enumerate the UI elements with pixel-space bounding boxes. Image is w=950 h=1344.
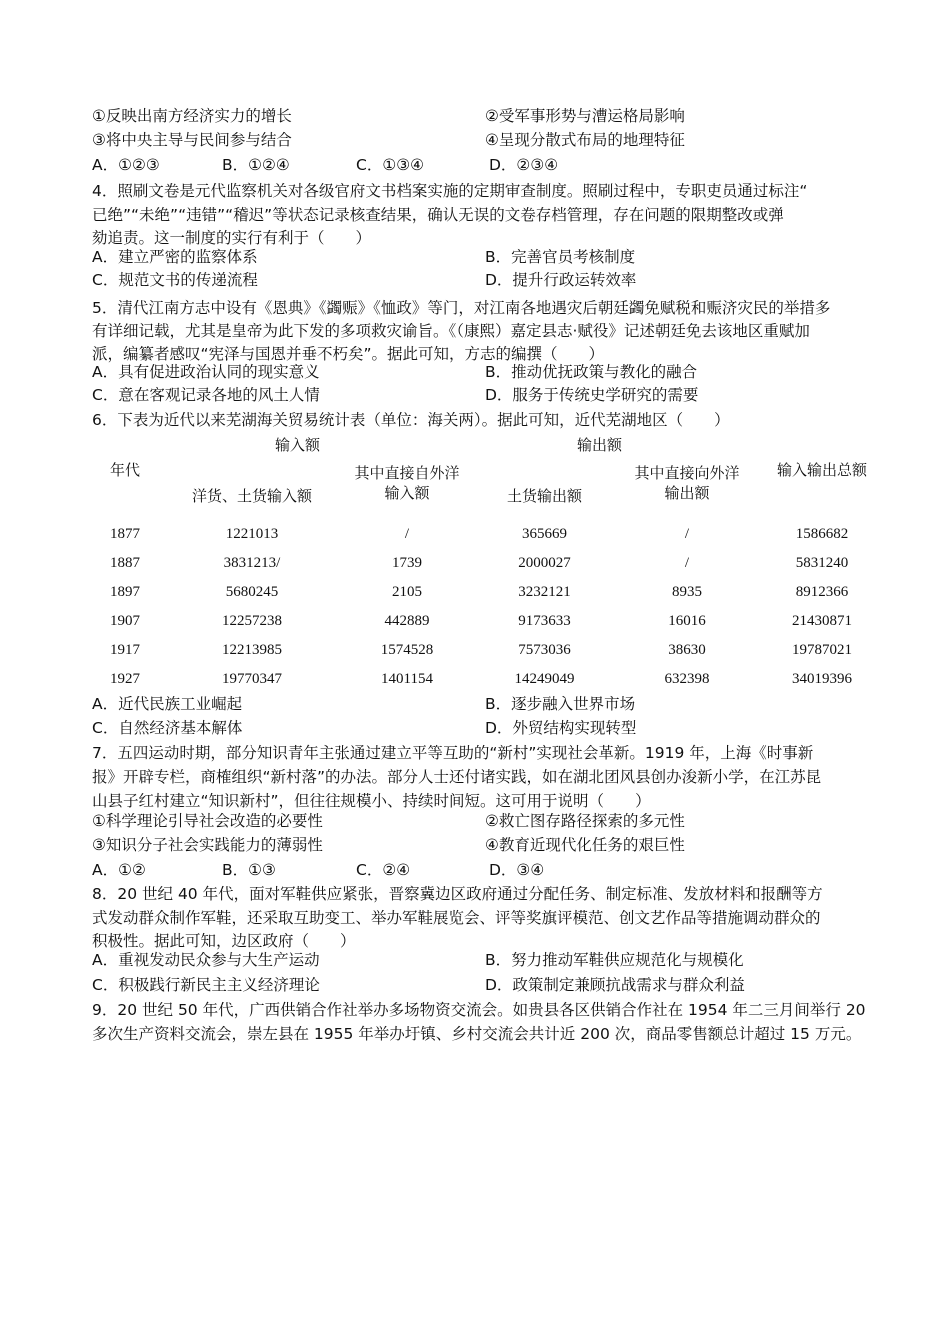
cell-total: 19787021 (792, 642, 852, 658)
q9-stem-line-1: 9．20 世纪 50 年代，广西供销合作社举办多场物资交流会。如贵县各区供销合作社在 1954 年二三月间举行 20 (92, 1001, 866, 1019)
table-row (92, 636, 882, 665)
cell-year: 1907 (110, 613, 140, 629)
q5-option-b: B．推动优抚政策与教化的融合 (485, 363, 698, 381)
q5-option-d: D．服务于传统史学研究的需要 (485, 386, 699, 404)
header-year: 年代 (110, 461, 141, 479)
q4-option-d: D．提升行政运转效率 (485, 271, 637, 289)
table-row (92, 520, 882, 549)
header-import-direct: 其中直接自外洋输入额 (354, 464, 460, 502)
header-export-group: 输出额 (577, 435, 623, 454)
q3-statement-1: ①反映出南方经济实力的增长 (92, 107, 292, 125)
q7-stem-line-3: 山县子红村建立“知识新村”，但往往规模小、持续时间短。这可用于说明（ ） (92, 792, 651, 810)
q5-option-c: C．意在客观记录各地的风土人情 (92, 386, 320, 404)
cell-total: 21430871 (792, 613, 852, 629)
cell-export-direct: 38630 (668, 642, 706, 658)
q5-option-a: A．具有促进政治认同的现实意义 (92, 363, 320, 381)
q7-statement-4: ④教育近现代化任务的艰巨性 (485, 836, 685, 854)
q6-option-d: D．外贸结构实现转型 (485, 719, 637, 737)
q7-choice-b: B．①③ (222, 861, 276, 879)
header-export-direct: 其中直接向外洋输出额 (634, 464, 740, 502)
q8-stem-line-2: 式发动群众制作军鞋，还采取互助变工、举办军鞋展览会、评等奖旗评模范、创文艺作品等措施调动群众的 (92, 909, 821, 927)
q7-stem-line-2: 报》开辟专栏，商榷组织“新村落”的办法。部分人士还付诸实践，如在湖北团风县创办浚新小学，在江苏昆 (92, 768, 822, 786)
cell-export-direct: / (684, 555, 690, 571)
cell-export: 365669 (522, 526, 567, 542)
cell-export-direct: 16016 (668, 613, 706, 629)
header-total: 输入输出总额 (776, 461, 867, 479)
table-row (92, 607, 882, 636)
q3-choice-a: A．①②③ (92, 156, 160, 174)
q5-stem-line-1: 5．清代江南方志中设有《恩典》《蠲赈》《恤政》等门，对江南各地遇灾后朝廷蠲免赋税和赈济灾民的举措多 (92, 299, 831, 317)
header-export: 土货输出额 (506, 487, 582, 505)
q7-stem-line-1: 7．五四运动时期，部分知识青年主张通过建立平等互助的“新村”实现社会革新。1919 年，上海《时事新 (92, 744, 814, 762)
q8-option-c: C．积极践行新民主主义经济理论 (92, 976, 320, 994)
header-import-group: 输入额 (275, 435, 321, 454)
cell-year: 1887 (110, 555, 140, 571)
q4-option-c: C．规范文书的传递流程 (92, 271, 258, 289)
cell-import: 12257238 (222, 613, 282, 629)
q3-statement-2: ②受军事形势与漕运格局影响 (485, 107, 685, 125)
cell-year: 1917 (110, 642, 140, 658)
trade-statistics-table (92, 432, 882, 694)
q8-option-b: B．努力推动军鞋供应规范化与规模化 (485, 951, 744, 969)
cell-export-direct: 8935 (672, 584, 702, 600)
cell-export-direct: / (684, 526, 690, 542)
table-row (92, 578, 882, 607)
q8-stem-line-3: 积极性。据此可知，边区政府（ ） (92, 932, 356, 950)
q6-option-c: C．自然经济基本解体 (92, 719, 243, 737)
cell-total: 8912366 (795, 584, 849, 600)
q5-stem-line-2: 有详细记载，尤其是皇帝为此下发的多项救灾谕旨。《（康熙）嘉定县志·赋役》记述朝廷免去该地区重赋加 (92, 322, 810, 340)
cell-import-direct: 2105 (392, 584, 422, 600)
cell-import: 12213985 (222, 642, 282, 658)
q3-choice-c: C．①③④ (356, 156, 425, 174)
cell-export-direct: 632398 (664, 671, 710, 687)
q4-option-a: A．建立严密的监察体系 (92, 248, 258, 266)
q9-stem-line-2: 多次生产资料交流会，崇左县在 1955 年举办圩镇、乡村交流会共计近 200 次，商品零售额总计超过 15 万元。 (92, 1025, 862, 1043)
table-row (92, 549, 882, 578)
cell-import: 1221013 (225, 526, 279, 542)
cell-total: 34019396 (792, 671, 852, 687)
q4-stem-line-1: 4．照刷文卷是元代监察机关对各级官府文书档案实施的定期审查制度。照刷过程中，专职吏员通过标注“ (92, 182, 808, 200)
q7-choice-c: C．②④ (356, 861, 411, 879)
q8-stem-line-1: 8．20 世纪 40 年代，面对军鞋供应紧张，晋察冀边区政府通过分配任务、制定标准、发放材料和报酬等方 (92, 885, 823, 903)
q8-option-d: D．政策制定兼顾抗战需求与群众利益 (485, 976, 745, 994)
cell-year: 1897 (110, 584, 140, 600)
q4-stem-line-3: 劾追责。这一制度的实行有利于（ ） (92, 229, 372, 247)
cell-import: 5680245 (225, 584, 279, 600)
table-row (92, 665, 882, 694)
q6-stem: 6．下表为近代以来芜湖海关贸易统计表（单位：海关两）。据此可知，近代芜湖地区（ ） (92, 411, 730, 429)
cell-import-direct: 442889 (384, 613, 430, 629)
cell-import: 3831213/ (223, 555, 281, 571)
header-export-direct-cell (612, 456, 762, 510)
cell-import-direct: 1401154 (381, 671, 433, 687)
cell-total: 5831240 (795, 555, 849, 571)
q5-stem-line-3: 派，编纂者感叹“宪泽与国恩并垂不朽矣”。据此可知，方志的编撰（ ） (92, 345, 605, 363)
cell-export: 14249049 (514, 671, 575, 687)
q7-statement-1: ①科学理论引导社会改造的必要性 (92, 812, 323, 830)
q6-option-a: A．近代民族工业崛起 (92, 695, 243, 713)
q7-choice-d: D．③④ (489, 861, 545, 879)
q8-option-a: A．重视发动民众参与大生产运动 (92, 951, 320, 969)
cell-export: 3232121 (518, 584, 571, 600)
cell-import-direct: / (404, 526, 410, 542)
q3-statement-3: ③将中央主导与民间参与结合 (92, 131, 292, 149)
cell-export: 9173633 (518, 613, 571, 629)
q6-option-b: B．逐步融入世界市场 (485, 695, 636, 713)
q4-stem-line-2: 已绝”“未绝”“违错”“稽迟”等状态记录核查结果，确认无误的文卷存档管理，存在问题的限期整改或弹 (92, 206, 784, 224)
cell-export: 2000027 (518, 555, 571, 571)
header-import: 洋货、土货输入额 (191, 487, 312, 505)
cell-import-direct: 1739 (392, 555, 422, 571)
q7-statement-2: ②救亡图存路径探索的多元性 (485, 812, 685, 830)
q4-option-b: B．完善官员考核制度 (485, 248, 636, 266)
cell-export: 7573036 (518, 642, 571, 658)
header-import-direct-cell (337, 456, 477, 510)
q7-statement-3: ③知识分子社会实践能力的薄弱性 (92, 836, 323, 854)
cell-import-direct: 1574528 (380, 642, 434, 658)
q3-statement-4: ④呈现分散式布局的地理特征 (485, 131, 685, 149)
q3-choice-b: B．①②④ (222, 156, 290, 174)
q7-choice-a: A．①② (92, 861, 146, 879)
q3-choice-d: D．②③④ (489, 156, 559, 174)
cell-import: 19770347 (222, 671, 282, 687)
cell-year: 1877 (110, 526, 140, 542)
cell-year: 1927 (110, 671, 140, 687)
cell-total: 1586682 (795, 526, 849, 542)
